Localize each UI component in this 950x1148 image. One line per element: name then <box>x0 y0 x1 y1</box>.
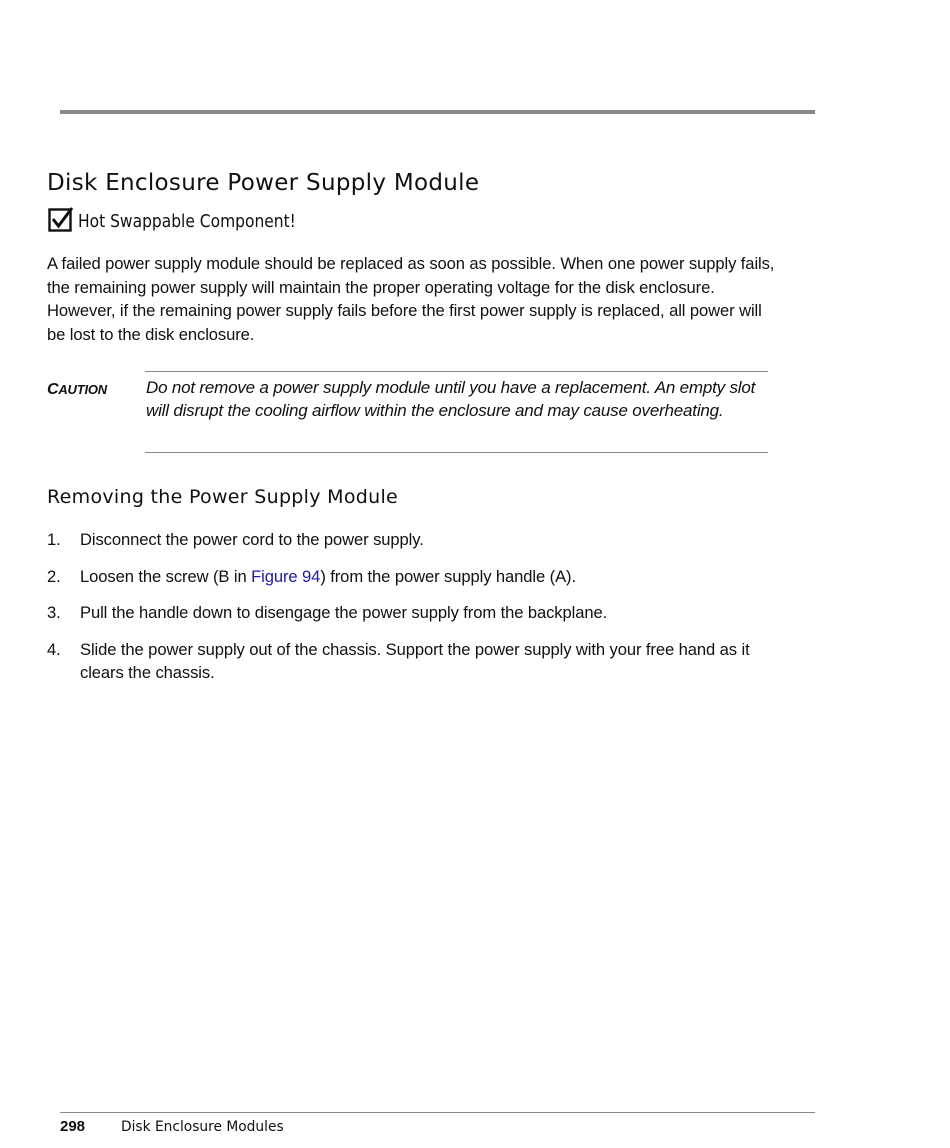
caution-rule-top <box>145 371 768 372</box>
figure-94-link[interactable]: Figure 94 <box>251 566 321 586</box>
step-number: 4. <box>47 639 61 659</box>
step-text-before: Loosen the screw (B in <box>80 566 252 586</box>
hot-swap-notice <box>48 206 331 232</box>
header-rule <box>60 110 815 114</box>
step-item <box>47 638 787 685</box>
intro-paragraph: A failed power supply module should be replaced as soon as possible. When one power supply fails, the remaining power supply will maintain the proper operating voltage for the disk enclosure. However, if the remaining power supply fails before the first power supply is replaced, all power will be lost to the disk enclosure. <box>47 254 775 344</box>
procedure-steps <box>47 528 787 698</box>
step-text: Disconnect the power cord to the power supply. <box>80 530 424 549</box>
step-item <box>47 601 787 625</box>
step-text: Pull the handle down to disengage the power supply from the backplane. <box>80 603 608 622</box>
step-number: 1. <box>47 530 61 549</box>
checkbox-checked-icon <box>48 206 74 232</box>
procedure-heading: Removing the Power Supply Module <box>47 486 399 508</box>
step-item <box>47 528 787 552</box>
hot-swap-label: Hot Swappable Component! <box>78 211 296 232</box>
step-number: 2. <box>47 566 61 586</box>
caution-text: Do not remove a power supply module until you have a replacement. An empty slot will disrupt the cooling airflow within the enclosure and may cause overheating. <box>146 378 756 420</box>
step-item <box>47 565 787 589</box>
section-title: Disk Enclosure Power Supply Module <box>47 170 480 196</box>
step-text-after: ) from the power supply handle (A). <box>320 566 576 586</box>
page-number: 298 <box>60 1118 86 1135</box>
caution-label: CAUTION <box>47 381 107 398</box>
footer-rule <box>60 1112 815 1113</box>
step-number: 3. <box>47 603 61 622</box>
step-text: Slide the power supply out of the chassis. Support the power supply with your free hand as it clears the chassis. <box>80 639 750 682</box>
page-footer <box>60 1118 292 1135</box>
footer-chapter-title: Disk Enclosure Modules <box>121 1119 284 1135</box>
caution-rule-bottom <box>145 452 768 453</box>
